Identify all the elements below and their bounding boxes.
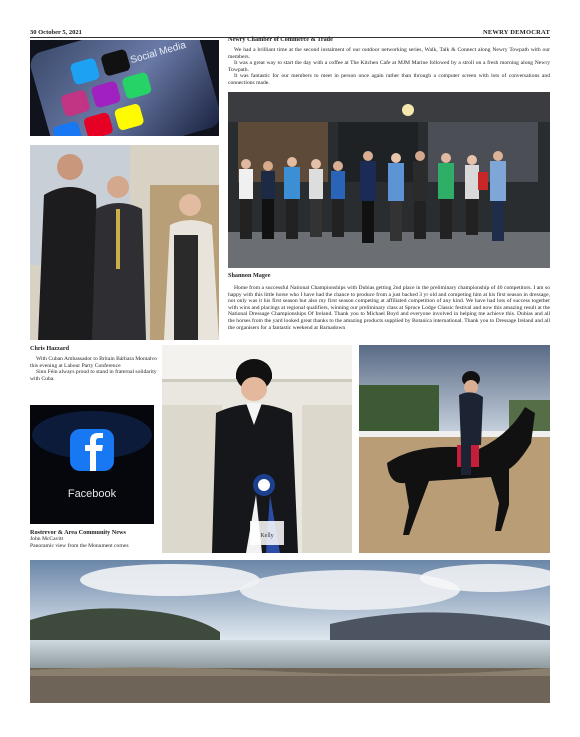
publication-name: NEWRY DEMOCRAT bbox=[482, 29, 550, 36]
facebook-photo bbox=[30, 405, 154, 524]
issue-date: 30 October 5, 2021 bbox=[30, 29, 82, 36]
hazzard-paragraph-1: With Cuban Ambassador to Britain Bárbara Montalvo this evening at Labour Party Conference bbox=[30, 356, 157, 369]
magee-body: Home from a successful National Championships with Dubias getting 2nd place in the preliminary championship of 40 competitors. I am so happy with this little horse who I have had the chance to produce from a just backed 3 yr old and competing him at his first season in dressage, not only was it his first season but also my first season competing at affiliated competition of any kind. We have had lots of success together with wins and placings at regional qualifiers, winning our preliminary class at Spruce Lodge Classic festival and now this amazing result at the National Dressage Championships Of Ireland. Thank you to Michael Boyd and everyone involved in helping me achieve this. Dubias and all the horses from the yard looked great thanks to the amazing products supplied by Botanica international. Thank you to Dressage Ireland and all the organisers for a fantastic weekend at Barnadown bbox=[228, 285, 550, 331]
rosette-label: Kelly bbox=[260, 533, 274, 539]
chamber-heading: Newry Chamber of Commerce & Trade bbox=[228, 36, 333, 43]
chamber-paragraph-3: It was fantastic for our members to meet in person once again rather than through a computer screen with lots of conversations and connections made. bbox=[228, 73, 550, 86]
magee-heading: Shannon Magee bbox=[228, 272, 271, 279]
chamber-paragraph-2: It was a great way to start the day with a coffee at The Kitchen Cafe at MJM Marine followed by a stroll on a fresh morning along Newry Towpath. bbox=[228, 60, 550, 73]
hazzard-paragraph-2: Sinn Féin always proud to stand in fraternal solidarity with Cuba. bbox=[30, 369, 157, 382]
chamber-group-photo bbox=[228, 92, 550, 268]
social-media-label: Social Media bbox=[129, 40, 188, 67]
chamber-paragraph-1: We had a brilliant time at the second instalment of our outdoor networking series, Walk, Talk & Connect along Newry Towpath with our members. bbox=[228, 47, 550, 60]
panoramic-photo bbox=[30, 560, 550, 703]
rostrevor-caption: Panoramic view from the Monument corner. bbox=[30, 543, 130, 549]
rostrevor-credit: John McCavitt bbox=[30, 536, 64, 542]
rostrevor-heading: Rostrevor & Area Community News bbox=[30, 529, 126, 536]
chamber-body bbox=[228, 47, 550, 87]
hazzard-photo bbox=[30, 145, 219, 340]
rider-rosette-photo bbox=[162, 345, 352, 553]
social-media-photo bbox=[30, 40, 219, 136]
hazzard-heading: Chris Hazzard bbox=[30, 345, 70, 352]
rider-horse-photo bbox=[359, 345, 550, 553]
hazzard-body bbox=[30, 356, 160, 382]
facebook-label: Facebook bbox=[67, 488, 117, 500]
